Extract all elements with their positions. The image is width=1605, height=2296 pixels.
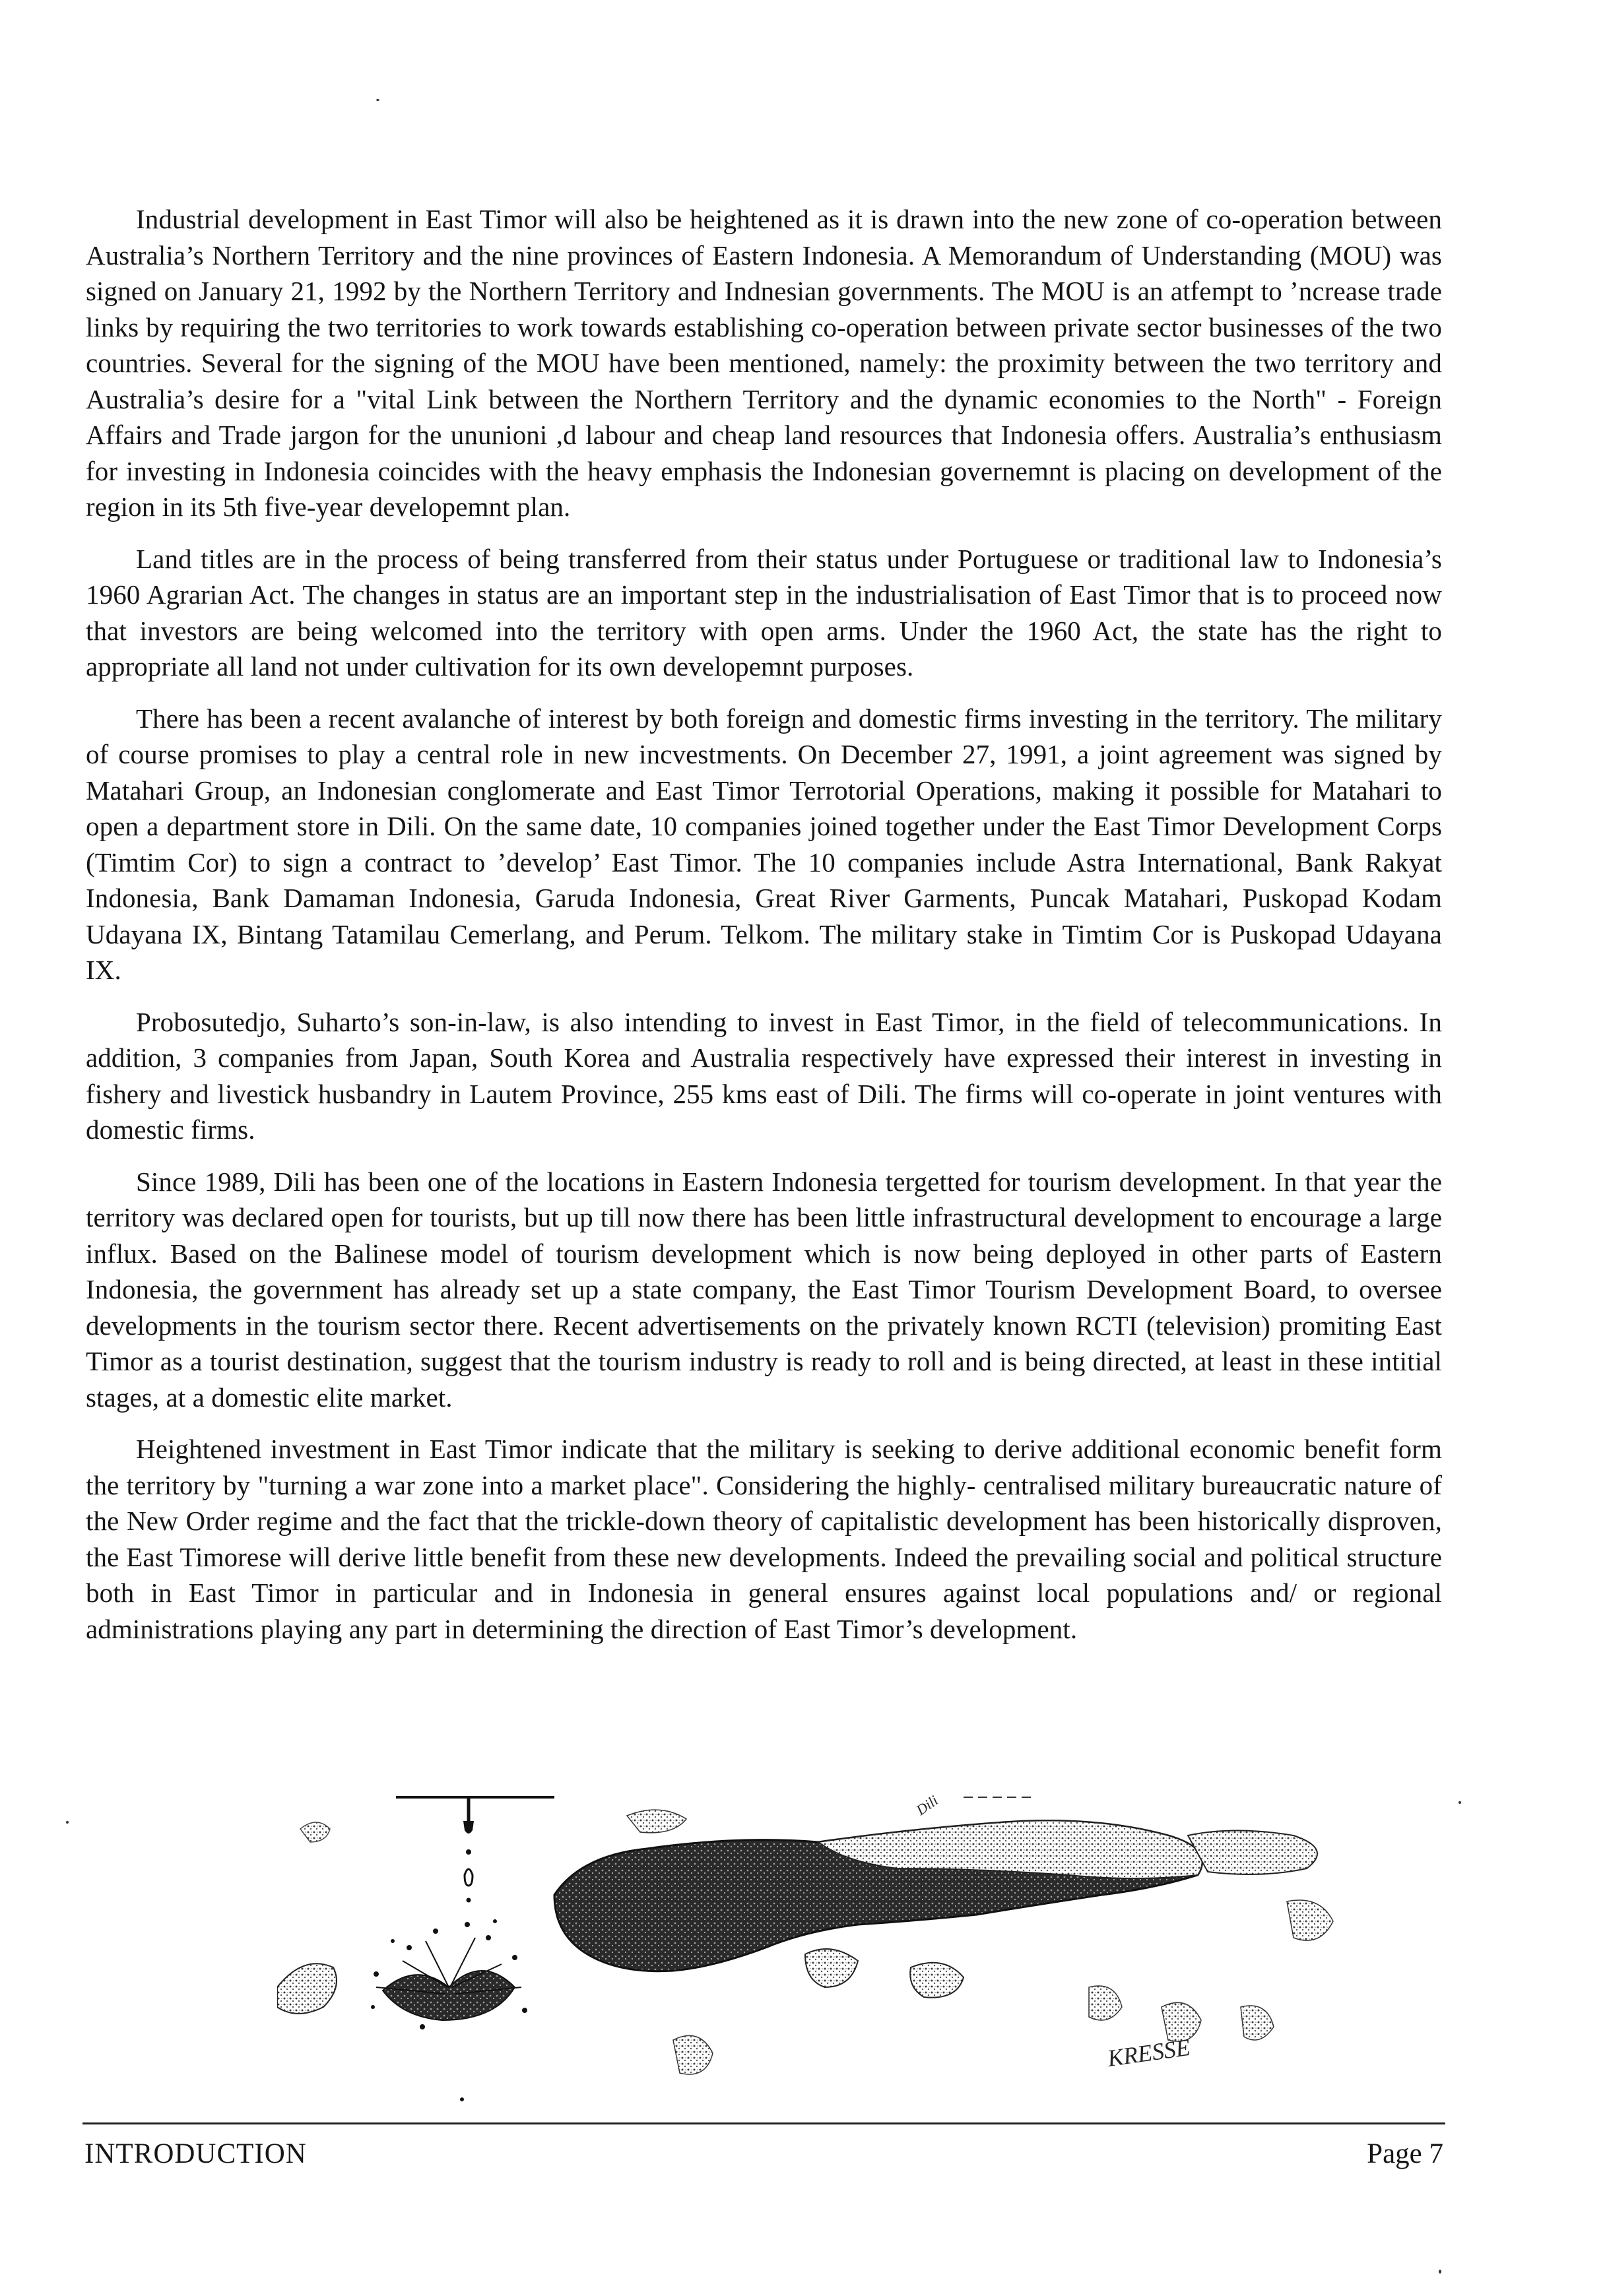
paragraph-2: Land titles are in the process of being transferred from their status under Portuguese or traditional law to Indonesia’s 1960 Agrarian Act. The changes in status are an important step in the industrialisation of East Timor that is to proceed now that investors are being welcomed into the territory with open arms. Under the 1960 Act, the state has the right to appropriate all land not under cultivation for its own developemnt purposes. <box>86 543 1442 682</box>
footer-rule <box>82 2122 1445 2124</box>
artist-signature: KRESSE <box>1105 2033 1192 2072</box>
timor-island <box>554 1792 1317 1971</box>
western-islands <box>277 1822 337 2014</box>
dili-label: Dili <box>913 1791 941 1819</box>
paragraph-5: Since 1989, Dili has been one of the locations in Eastern Indonesia tergetted for tourism development. In that year the territory was declared open for tourists, but up till now there has been little infrastructural development to encourage a large influx. Based on the Balinese model of tourism development which is now being deployed in other parts of Eastern Indonesia, the government has already set up a state company, the East Timor Tourism Development Board, to oversee developments in the tourism sector there. Recent advertisements on the privately known RCTI (television) promiting East Timor as a tourist destination, suggest that the tourism industry is ready to roll and is being directed, at least in these intitial stages, at a domestic elite market. <box>86 1166 1442 1413</box>
island-oil-drip-illustration <box>277 1789 1346 2119</box>
footer-section-title: INTRODUCTION <box>84 2138 307 2169</box>
body-text <box>86 201 1442 1663</box>
paragraph-4: Probosutedjo, Suharto’s son-in-law, is also intending to invest in East Timor, in the field of telecommunications. In addition, 3 companies from Japan, South Korea and Australia respectively have expressed their interest in investing in fishery and livestick husbandry in Lautem Province, 255 kms east of Dili. The firms will co-operate in joint ventures with domestic firms. <box>86 1006 1442 1145</box>
scan-speck <box>1458 1801 1461 1804</box>
scan-speck <box>66 1821 69 1824</box>
paragraph-1: Industrial development in East Timor will also be heightened as it is drawn into the new zone of co-operation between Australia’s Northern Territory and the nine provinces of Eastern Indonesia. A Memorandum of Understanding (MOU) was signed on January 21, 1992 by the Northern Territory and Indnesian governments. The MOU is an atfempt to ’ncrease trade links by requiring the two territories to work towards establishing co-operation between private sector businesses of the two countries. Several for the signing of the MOU have been mentioned, namely: the proximity between the two territory and Australia’s desire for a "vital Link between the Northern Territory and the dynamic economies to the North" - Foreign Affairs and Trade jargon for the ununioni ,d labour and cheap land resources that Indonesia offers. Australia’s enthusiasm for investing in Indonesia coincides with the heavy emphasis the Indonesian governemnt is placing on development of the region in its 5th five-year developemnt plan. <box>86 204 1442 522</box>
footer-page-number: Page 7 <box>1367 2138 1443 2169</box>
scan-speck <box>376 99 379 101</box>
scan-speck <box>1439 2270 1441 2274</box>
paragraph-6: Heightened investment in East Timor indicate that the military is seeking to derive additional economic benefit form the territory by "turning a war zone into a market place". Considering the highly- centralised military bureaucratic nature of the New Order regime and the fact that the trickle-down theory of capitalistic development has been historically disproven, the East Timorese will derive little benefit from these new developments. Indeed the prevailing social and political structure both in East Timor in particular and in Indonesia in general ensures against local populations and/ or regional administrations playing any part in determining the direction of East Timor’s development. <box>86 1434 1442 1644</box>
paragraph-3: There has been a recent avalanche of interest by both foreign and domestic firms investing in the territory. The military of course promises to play a central role in new incvestments. On December 27, 1991, a joint agreement was signed by Matahari Group, an Indonesian conglomerate and East Timor Terrotorial Operations, making it possible for Matahari to open a department store in Dili. On the same date, 10 companies joined together under the East Timor Development Corps (Timtim Cor) to sign a contract to ’develop’ East Timor. The 10 companies include Astra International, Bank Rakyat Indonesia, Bank Damaman Indonesia, Garuda Indonesia, Great River Garments, Puncak Matahari, Puskopad Kodam Udayana IX, Bintang Tatamilau Cemerlang, and Perum. Telkom. The military stake in Timtim Cor is Puskopad Udayana IX. <box>86 703 1442 985</box>
oil-splash <box>372 1920 527 2029</box>
